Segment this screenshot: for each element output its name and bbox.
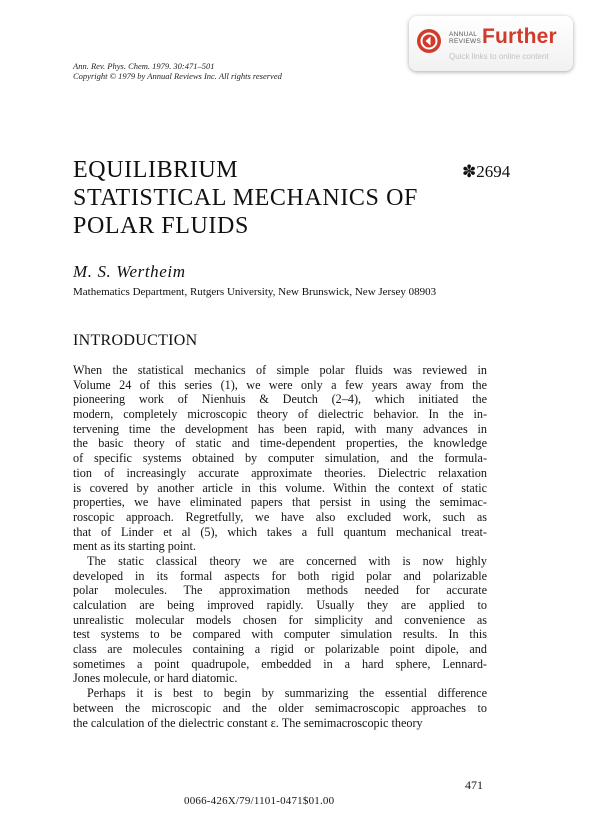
- title-line: POLAR FLUIDS: [73, 213, 249, 239]
- title-line: STATISTICAL MECHANICS OF: [73, 185, 418, 211]
- body-line: between the microscopic and the older semimacroscopic approaches to: [73, 700, 487, 715]
- arrow-left-icon: [417, 29, 441, 53]
- article-id: ✽2694: [462, 162, 511, 181]
- body-text: [73, 363, 487, 730]
- page-number: 471: [465, 778, 483, 792]
- body-line: Perhaps it is best to begin by summarizing the essential difference: [87, 686, 487, 701]
- annual-label: ANNUAL: [449, 31, 478, 38]
- body-line: tion of increasingly accurate approximate theories. Dielectric relaxation: [73, 465, 487, 480]
- title-line: EQUILIBRIUM: [73, 157, 239, 183]
- body-line: unrealistic molecular models chosen for simplicity and convenience as: [73, 612, 487, 627]
- body-line: pioneering work of Nienhuis & Deutch (2–4), which initiated the: [73, 392, 487, 407]
- body-line: the calculation of the dielectric constant ε. The semimacroscopic theory: [73, 715, 423, 730]
- body-line: is covered by another article in this volume. Within the context of static: [73, 480, 487, 495]
- author-affiliation: Mathematics Department, Rutgers University, New Brunswick, New Jersey 08903: [73, 286, 437, 298]
- body-line: that of Linder et al (5), which takes a full quantum mechanical treat-: [73, 524, 487, 539]
- further-label: Further: [482, 25, 557, 48]
- body-line: When the statistical mechanics of simple polar fluids was reviewed in: [73, 363, 487, 377]
- annual-reviews-label: [449, 31, 481, 45]
- body-line: calculation are being improved rapidly. Usually they are applied to: [73, 598, 487, 612]
- citation-line: Ann. Rev. Phys. Chem. 1979. 30:471–501: [73, 61, 215, 71]
- body-line: tervening time the development has been rapid, with many advances in: [73, 421, 487, 436]
- body-line: roscopic approach. Regretfully, we have also excluded work, such as: [73, 509, 487, 524]
- body-line: sometimes a point quadrupole, embedded in a hard sphere, Lennard-: [73, 656, 487, 671]
- body-line: Volume 24 of this series (1), we were only a few years away from the: [73, 377, 487, 392]
- body-line: the basic theory of static and time-dependent properties, the knowledge: [73, 436, 487, 451]
- copyright-line: Copyright © 1979 by Annual Reviews Inc. All rights reserved: [73, 70, 282, 81]
- body-line: developed in its formal aspects for both rigid polar and polarizable: [73, 568, 487, 583]
- quick-links-label: Quick links to online content: [449, 52, 549, 61]
- section-heading: INTRODUCTION: [73, 332, 198, 349]
- body-line: ment as its starting point.: [73, 539, 196, 554]
- body-line: test systems to be compared with computer simulation results. In this: [73, 627, 487, 642]
- body-line: Jones molecule, or hard diatomic.: [73, 671, 238, 686]
- annual-reviews-further-badge[interactable]: [409, 16, 573, 71]
- body-line: modern, completely microscopic theory of dielectric behavior. In the in-: [73, 407, 487, 422]
- author-name: M. S. Wertheim: [73, 262, 186, 281]
- body-line: polar molecules. The approximation methods needed for accurate: [73, 583, 487, 598]
- body-line: class are molecules containing a rigid or polarizable point dipole, and: [73, 642, 487, 657]
- article-title: [73, 156, 453, 240]
- footer-code: 0066-426X/79/1101-0471$01.00: [184, 795, 335, 807]
- reviews-label: REVIEWS: [449, 38, 482, 45]
- body-line: properties, we have eliminated papers that persist in using the semimac-: [73, 495, 487, 510]
- body-line: The static classical theory we are concerned with is now highly: [87, 553, 487, 568]
- body-line: of specific systems obtained by computer simulation, and the formula-: [73, 451, 487, 466]
- journal-citation: [73, 62, 282, 81]
